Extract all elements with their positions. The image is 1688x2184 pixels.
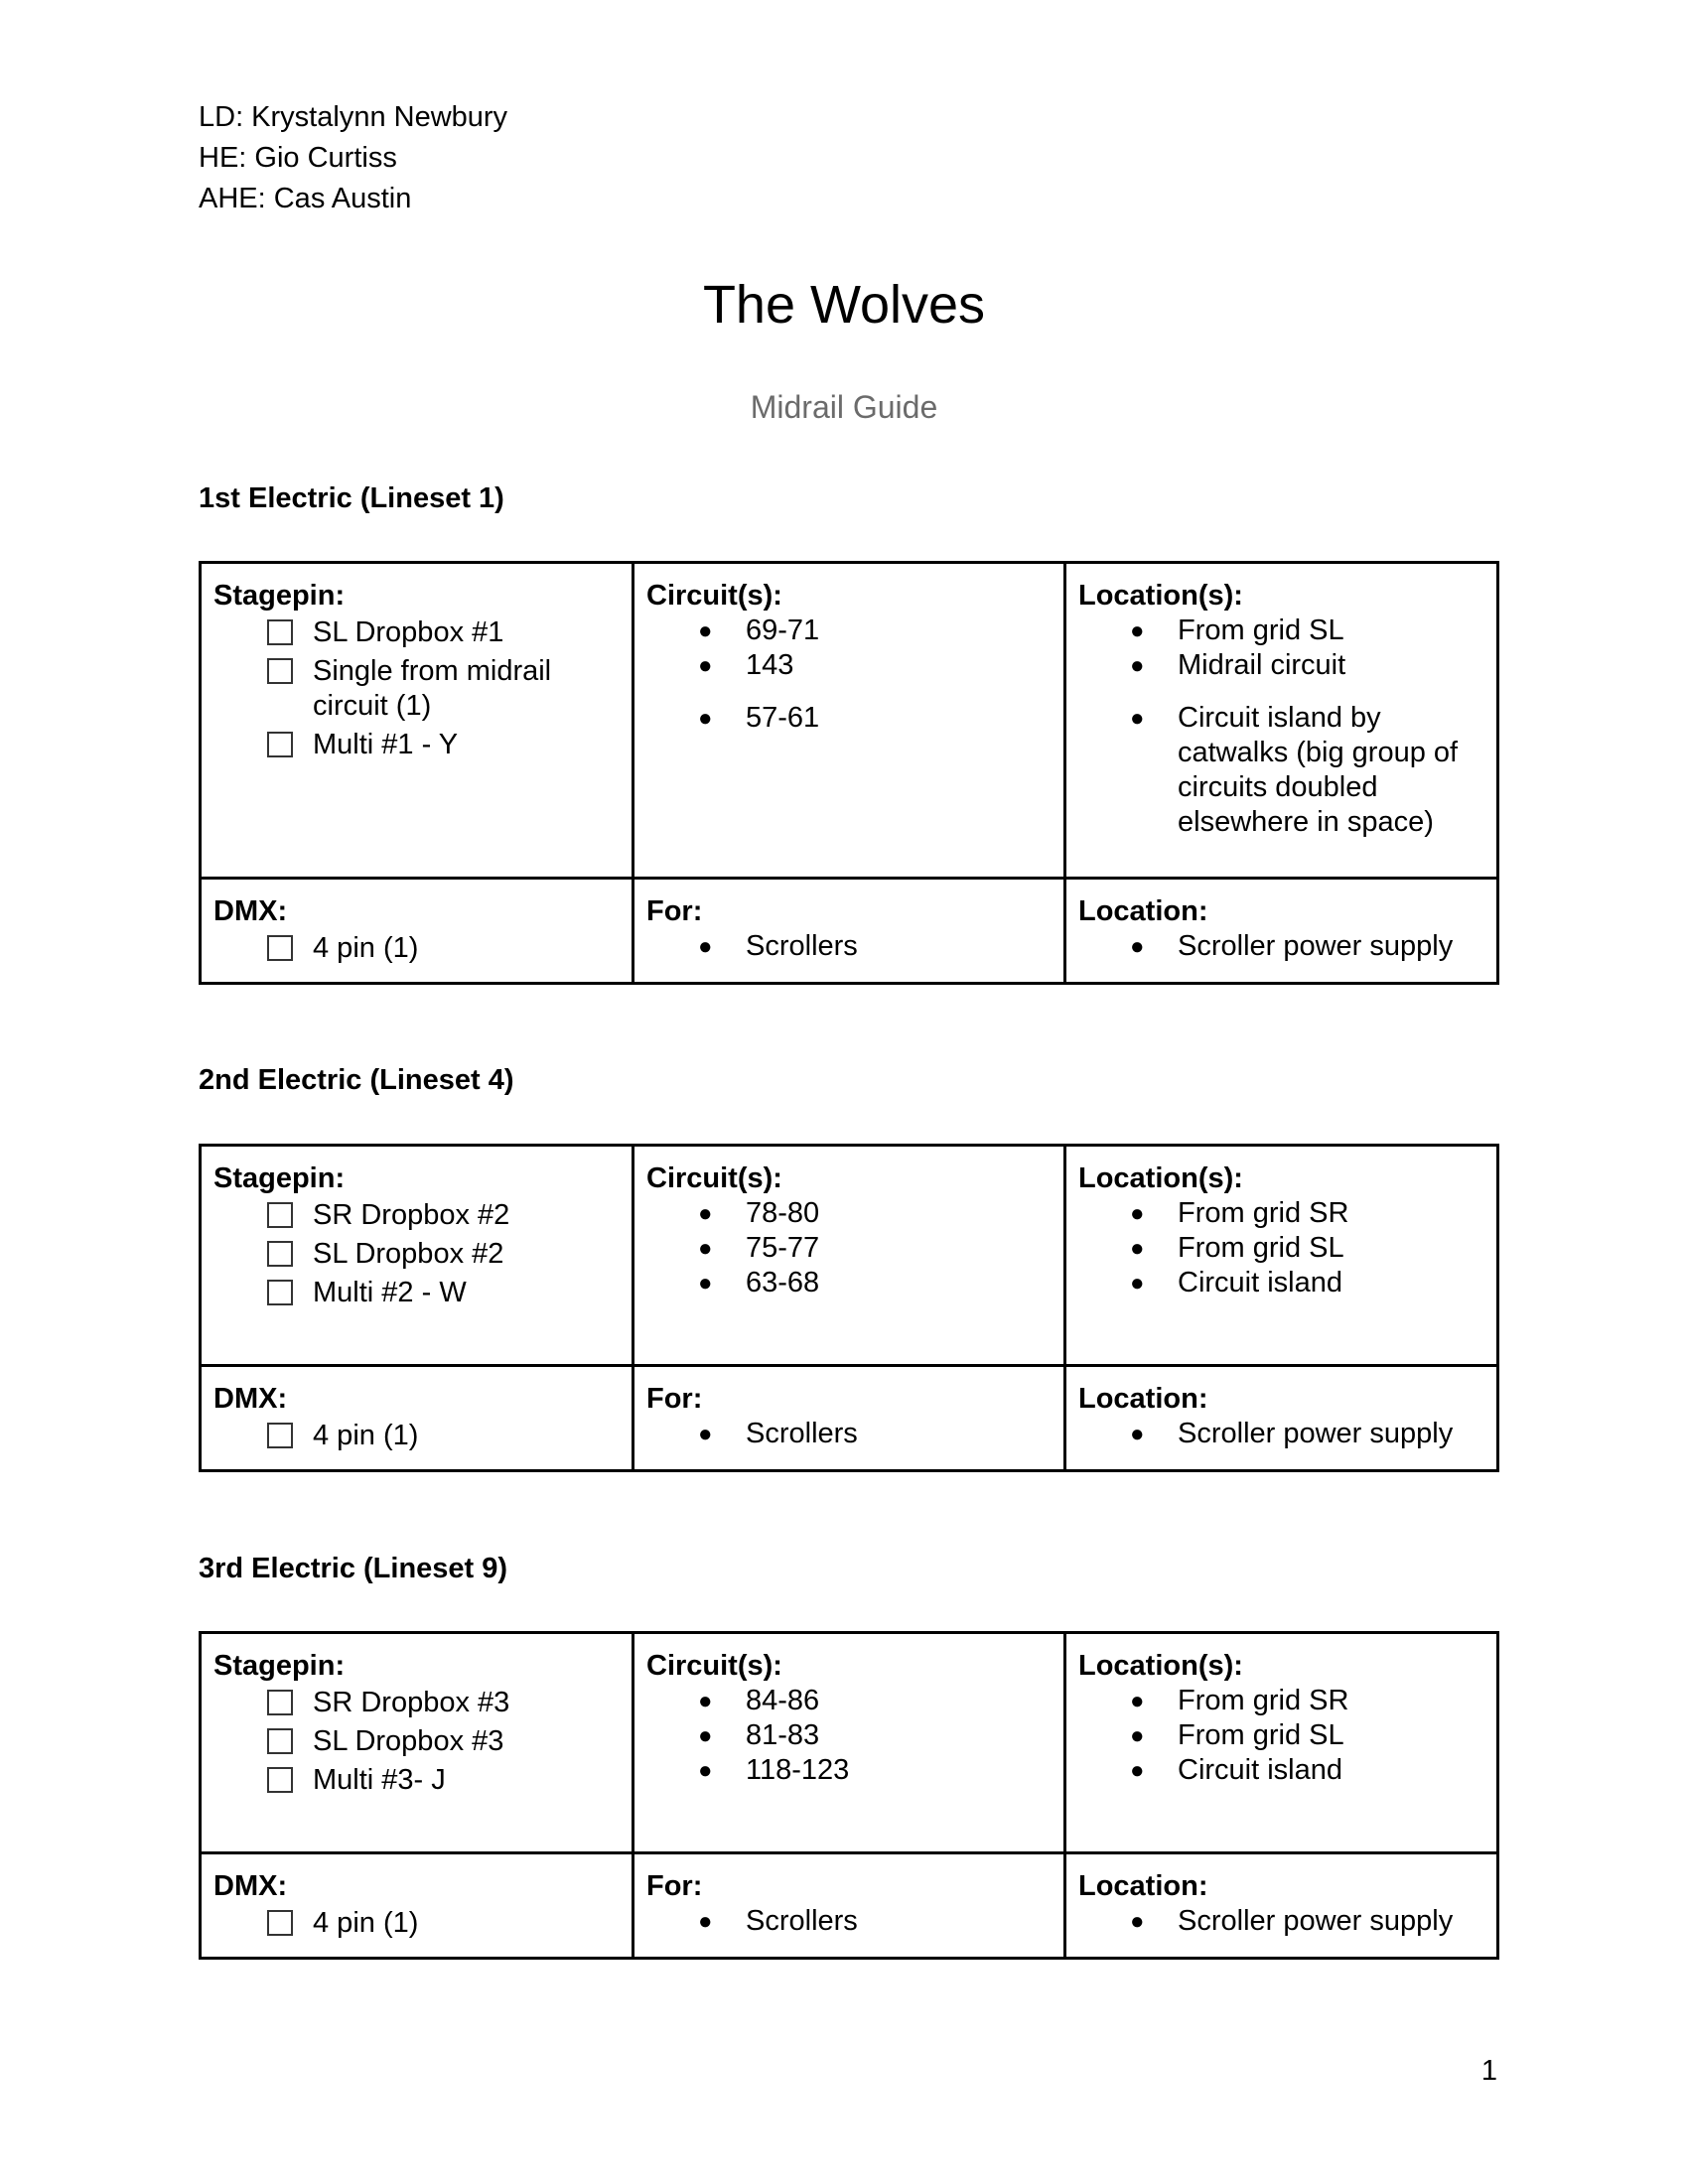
stagepin-item <box>267 654 620 724</box>
location-item <box>1130 614 1484 648</box>
lighting-designer: LD: Krystalynn Newbury <box>199 101 508 133</box>
circuit-item <box>698 1753 1052 1788</box>
dmx-label: DMX: <box>213 1383 288 1415</box>
bullet-icon: ● <box>698 1688 713 1714</box>
circuit-item <box>698 1196 1052 1231</box>
bullet-icon: ● <box>1130 1722 1145 1749</box>
for-text: Scrollers <box>746 1905 858 1937</box>
location-item <box>1130 1231 1484 1266</box>
location-text: From grid SR <box>1178 1197 1349 1229</box>
checkbox[interactable] <box>267 1423 293 1448</box>
section-title-3: 3rd Electric (Lineset 9) <box>199 1553 508 1584</box>
circuit-text: 143 <box>746 649 794 681</box>
circuit-item <box>698 701 1052 736</box>
circuits-label: Circuit(s): <box>646 1650 782 1682</box>
location-text: Scroller power supply <box>1178 1905 1454 1937</box>
location-text: From grid SL <box>1178 1719 1344 1751</box>
location-item <box>1130 1196 1484 1231</box>
circuit-text: 57-61 <box>746 702 820 734</box>
locations-cell <box>1065 1146 1498 1366</box>
location-item <box>1130 1417 1484 1451</box>
stagepin-text: Multi #1 - Y <box>313 729 459 760</box>
circuit-text: 84-86 <box>746 1685 820 1716</box>
assistant-head-electrician: AHE: Cas Austin <box>199 183 412 214</box>
location-text: Midrail circuit <box>1178 649 1346 681</box>
bullet-icon: ● <box>698 1757 713 1784</box>
for-item <box>698 1904 1052 1939</box>
stagepin-text: SL Dropbox #2 <box>313 1238 504 1270</box>
location-text: Circuit island by catwalks (big group of circuits doubled elsewhere in space) <box>1178 702 1459 838</box>
checkbox[interactable] <box>267 619 293 645</box>
checkbox[interactable] <box>267 1767 293 1793</box>
bullet-icon: ● <box>698 705 713 732</box>
circuits-cell <box>633 1146 1065 1366</box>
location-item <box>1130 1684 1484 1718</box>
stagepin-text: SR Dropbox #3 <box>313 1687 510 1718</box>
dmx-text: 4 pin (1) <box>313 1907 419 1939</box>
location-text: Scroller power supply <box>1178 1418 1454 1449</box>
for-label: For: <box>646 895 703 927</box>
bullet-icon: ● <box>1130 705 1145 732</box>
dmx-label: DMX: <box>213 1870 288 1902</box>
bullet-icon: ● <box>1130 652 1145 679</box>
checkbox[interactable] <box>267 1690 293 1715</box>
bullet-icon: ● <box>1130 933 1145 960</box>
stagepin-text: SL Dropbox #1 <box>313 616 504 648</box>
location-text: From grid SR <box>1178 1685 1349 1716</box>
circuits-label: Circuit(s): <box>646 1162 782 1194</box>
bullet-icon: ● <box>698 617 713 644</box>
dmx-label: DMX: <box>213 895 288 927</box>
dmx-item <box>267 931 620 966</box>
for-label: For: <box>646 1870 703 1902</box>
stagepin-item <box>267 1276 620 1310</box>
stagepin-item <box>267 1198 620 1233</box>
dmx-item <box>267 1419 620 1453</box>
circuit-text: 75-77 <box>746 1232 820 1264</box>
bullet-icon: ● <box>1130 1421 1145 1447</box>
checkbox[interactable] <box>267 1910 293 1936</box>
location-cell <box>1065 1853 1498 1959</box>
head-electrician: HE: Gio Curtiss <box>199 142 397 174</box>
stagepin-cell <box>201 563 633 879</box>
locations-label: Location(s): <box>1078 580 1243 612</box>
location-cell <box>1065 1366 1498 1471</box>
for-item <box>698 929 1052 964</box>
location-text: Circuit island <box>1178 1267 1342 1298</box>
stagepin-label: Stagepin: <box>213 1650 346 1682</box>
stagepin-item <box>267 615 620 650</box>
checkbox[interactable] <box>267 658 293 684</box>
location-text: From grid SL <box>1178 1232 1344 1264</box>
location-item <box>1130 929 1484 964</box>
circuits-cell <box>633 1633 1065 1853</box>
location-item <box>1130 648 1484 683</box>
credits-block <box>199 97 507 219</box>
location-cell <box>1065 879 1498 984</box>
section-title-2: 2nd Electric (Lineset 4) <box>199 1064 514 1096</box>
bullet-icon: ● <box>698 1200 713 1227</box>
stagepin-text: SL Dropbox #3 <box>313 1725 504 1757</box>
checkbox[interactable] <box>267 1728 293 1754</box>
bullet-icon: ● <box>1130 1270 1145 1297</box>
circuit-item <box>698 1684 1052 1718</box>
for-text: Scrollers <box>746 930 858 962</box>
bullet-icon: ● <box>698 1908 713 1935</box>
dmx-text: 4 pin (1) <box>313 1420 419 1451</box>
circuit-text: 63-68 <box>746 1267 820 1298</box>
locations-cell <box>1065 1633 1498 1853</box>
document-title: The Wolves <box>702 275 986 335</box>
location-label: Location: <box>1078 895 1208 927</box>
for-cell <box>633 879 1065 984</box>
bullet-icon: ● <box>1130 1908 1145 1935</box>
stagepin-item <box>267 1763 620 1798</box>
electric-table-2 <box>199 1144 1499 1472</box>
circuit-text: 78-80 <box>746 1197 820 1229</box>
for-cell <box>633 1366 1065 1471</box>
page-number: 1 <box>1480 2055 1497 2087</box>
location-item <box>1130 1266 1484 1300</box>
stagepin-item <box>267 1724 620 1759</box>
circuits-cell <box>633 563 1065 879</box>
location-label: Location: <box>1078 1383 1208 1415</box>
location-text: From grid SL <box>1178 614 1344 646</box>
stagepin-cell <box>201 1633 633 1853</box>
stagepin-text: Multi #3- J <box>313 1764 446 1796</box>
bullet-icon: ● <box>1130 1235 1145 1262</box>
stagepin-label: Stagepin: <box>213 580 346 612</box>
for-label: For: <box>646 1383 703 1415</box>
circuit-text: 81-83 <box>746 1719 820 1751</box>
locations-label: Location(s): <box>1078 1650 1243 1682</box>
bullet-icon: ● <box>698 1270 713 1297</box>
electric-table-1 <box>199 561 1499 985</box>
dmx-item <box>267 1906 620 1941</box>
location-label: Location: <box>1078 1870 1208 1902</box>
for-cell <box>633 1853 1065 1959</box>
stagepin-cell <box>201 1146 633 1366</box>
bullet-icon: ● <box>698 1235 713 1262</box>
dmx-cell <box>201 1366 633 1471</box>
stagepin-label: Stagepin: <box>213 1162 346 1194</box>
circuit-item <box>698 648 1052 683</box>
dmx-cell <box>201 1853 633 1959</box>
bullet-icon: ● <box>698 1722 713 1749</box>
stagepin-item <box>267 728 620 762</box>
location-item <box>1130 1718 1484 1753</box>
circuit-text: 69-71 <box>746 614 820 646</box>
location-text: Scroller power supply <box>1178 930 1454 962</box>
location-text: Circuit island <box>1178 1754 1342 1786</box>
document-subtitle: Midrail Guide <box>750 389 938 425</box>
electric-table-3 <box>199 1631 1499 1960</box>
locations-label: Location(s): <box>1078 1162 1243 1194</box>
bullet-icon: ● <box>698 933 713 960</box>
bullet-icon: ● <box>1130 1200 1145 1227</box>
checkbox[interactable] <box>267 732 293 757</box>
bullet-icon: ● <box>1130 1757 1145 1784</box>
bullet-icon: ● <box>698 1421 713 1447</box>
locations-cell <box>1065 563 1498 879</box>
circuit-item <box>698 614 1052 648</box>
stagepin-text: SR Dropbox #2 <box>313 1199 510 1231</box>
location-item <box>1130 1904 1484 1939</box>
stagepin-text: Single from midrail circuit (1) <box>313 655 552 722</box>
circuits-label: Circuit(s): <box>646 580 782 612</box>
stagepin-item <box>267 1237 620 1272</box>
circuit-text: 118-123 <box>746 1754 850 1786</box>
for-text: Scrollers <box>746 1418 858 1449</box>
stagepin-item <box>267 1686 620 1720</box>
bullet-icon: ● <box>698 652 713 679</box>
checkbox[interactable] <box>267 1202 293 1228</box>
checkbox[interactable] <box>267 1241 293 1267</box>
circuit-item <box>698 1231 1052 1266</box>
checkbox[interactable] <box>267 1280 293 1305</box>
location-item <box>1130 1753 1484 1788</box>
circuit-item <box>698 1266 1052 1300</box>
dmx-text: 4 pin (1) <box>313 932 419 964</box>
section-title-1: 1st Electric (Lineset 1) <box>199 482 504 514</box>
circuit-item <box>698 1718 1052 1753</box>
dmx-cell <box>201 879 633 984</box>
stagepin-text: Multi #2 - W <box>313 1277 467 1308</box>
for-item <box>698 1417 1052 1451</box>
bullet-icon: ● <box>1130 617 1145 644</box>
checkbox[interactable] <box>267 935 293 961</box>
location-item <box>1130 701 1484 840</box>
bullet-icon: ● <box>1130 1688 1145 1714</box>
